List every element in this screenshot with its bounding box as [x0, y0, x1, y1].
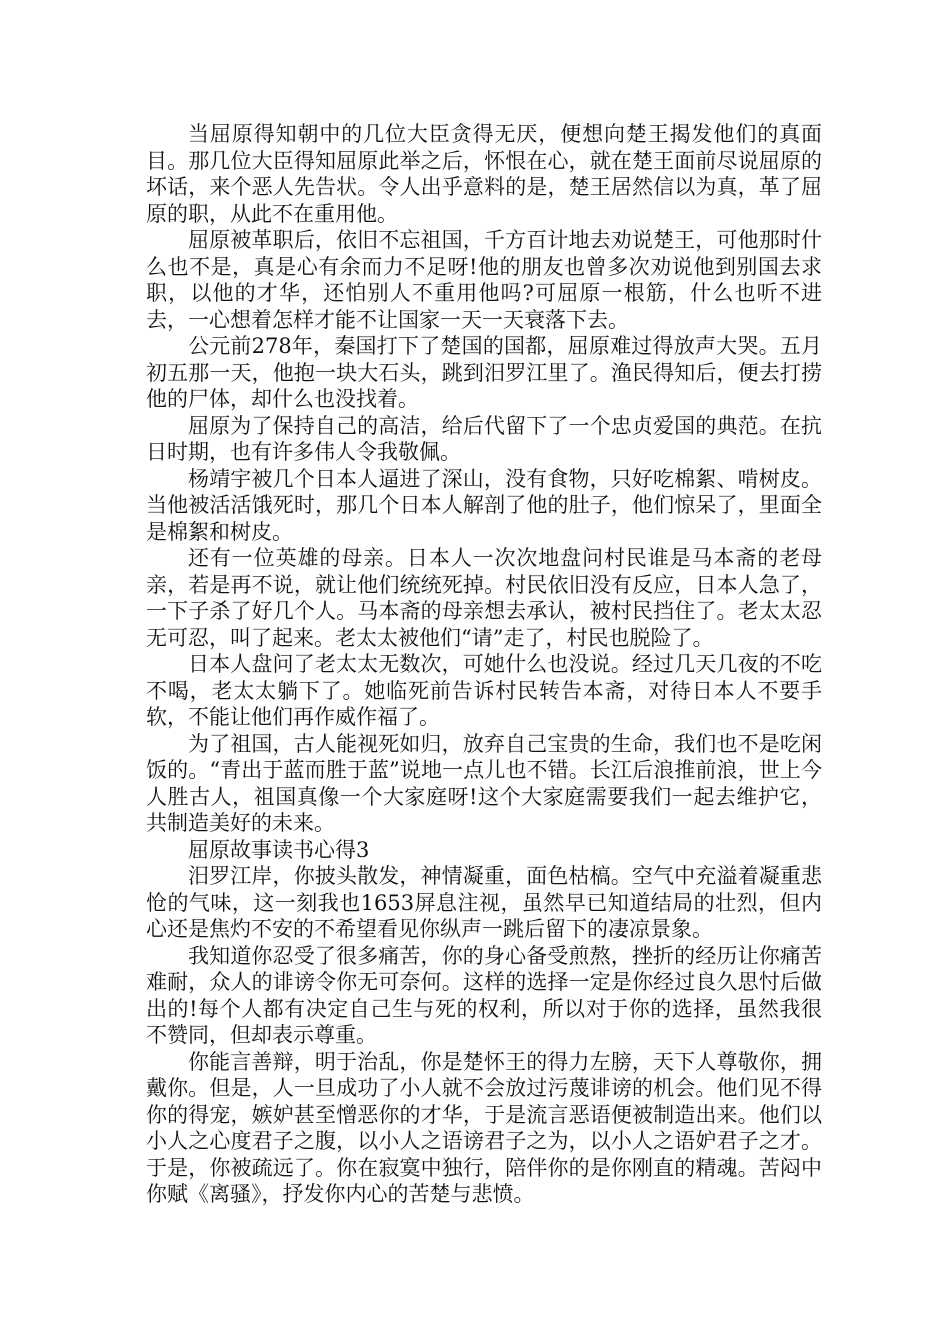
- document-body: [146, 121, 822, 1208]
- paragraph: 杨靖宇被几个日本人逼进了深山，没有食物，只好吃棉絮、啃树皮。当他被活活饿死时，那几个日本人解剖了他的肚子，他们惊呆了，里面全是棉絮和树皮。: [146, 466, 822, 544]
- paragraph: 我知道你忍受了很多痛苦，你的身心备受煎熬，挫折的经历让你痛苦难耐，众人的诽谤令你无可奈何。这样的选择一定是你经过良久思忖后做出的!每个人都有决定自己生与死的权利，所以对于你的选择，虽然我很不赞同，但却表示尊重。: [146, 943, 822, 1047]
- paragraph: 日本人盘问了老太太无数次，可她什么也没说。经过几天几夜的不吃不喝，老太太躺下了。她临死前告诉村民转告本斋，对待日本人不要手软，不能让他们再作威作福了。: [146, 652, 822, 729]
- paragraph: 汨罗江岸，你披头散发，神情凝重，面色枯槁。空气中充溢着凝重悲怆的气味，这一刻我也1653屏息注视，虽然早已知道结局的壮烈，但内心还是焦灼不安的不希望看见你纵声一跳后留下的凄凉景象。: [146, 864, 822, 941]
- paragraph: 当屈原得知朝中的几位大臣贪得无厌，便想向楚王揭发他们的真面目。那几位大臣得知屈原此举之后，怀恨在心，就在楚王面前尽说屈原的坏话，来个恶人先告状。令人出乎意料的是，楚王居然信以为真，革了屈原的职，从此不在重用他。: [146, 122, 822, 226]
- paragraph: 为了祖国，古人能视死如归，放弃自己宝贵的生命，我们也不是吃闲饭的。“青出于蓝而胜于蓝”说地一点儿也不错。长江后浪推前浪，世上今人胜古人，祖国真像一个大家庭呀!这个大家庭需要我们一起去维护它，共制造美好的未来。: [146, 731, 822, 835]
- paragraph: 还有一位英雄的母亲。日本人一次次地盘问村民谁是马本斋的老母亲，若是再不说，就让他们统统死掉。村民依旧没有反应，日本人急了，一下子杀了好几个人。马本斋的母亲想去承认，被村民挡住了。老太太忍无可忍，叫了起来。老太太被他们“请”走了，村民也脱险了。: [146, 546, 822, 650]
- paragraph: 公元前278年，秦国打下了楚国的国都，屈原难过得放声大哭。五月初五那一天，他抱一块大石头，跳到汨罗江里了。渔民得知后，便去打捞他的尸体，却什么也没找着。: [146, 334, 822, 411]
- paragraph: 屈原为了保持自己的高洁，给后代留下了一个忠贞爱国的典范。在抗日时期，也有许多伟人令我敬佩。: [146, 413, 822, 464]
- paragraph: 屈原被革职后，依旧不忘祖国，千方百计地去劝说楚王，可他那时什么也不是，真是心有余而力不足呀!他的朋友也曾多次劝说他到别国去求职，以他的才华，还怕别人不重用他吗?可屈原一根筋，什么也听不进去，一心想着怎样才能不让国家一天一天衰落下去。: [146, 228, 822, 332]
- section-heading: 屈原故事读书心得3: [188, 837, 370, 862]
- paragraph: 你能言善辩，明于治乱，你是楚怀王的得力左膀，天下人尊敬你，拥戴你。但是，人一旦成功了小人就不会放过污蔑诽谤的机会。他们见不得你的得宠，嫉妒甚至憎恶你的才华，于是流言恶语便被制造出来。他们以小人之心度君子之腹，以小人之语谤君子之为，以小人之语妒君子之才。于是，你被疏远了。你在寂寞中独行，陪伴你的是你刚直的精魂。苦闷中你赋《离骚》，抒发你内心的苦楚与悲愤。: [146, 1049, 822, 1206]
